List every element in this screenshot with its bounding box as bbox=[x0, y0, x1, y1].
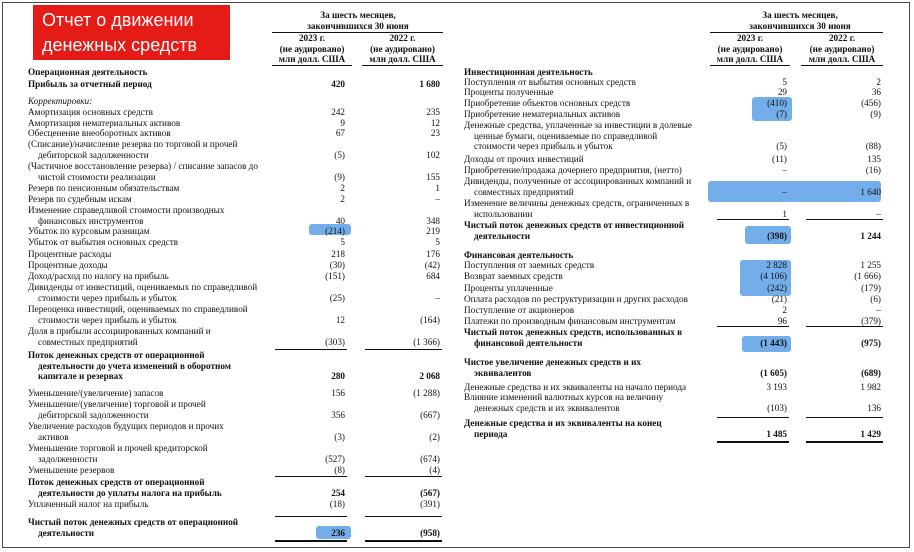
row-label bbox=[464, 87, 554, 98]
row-label-line: Чистое увеличение денежных средств и их bbox=[464, 357, 642, 367]
grand-total-rule bbox=[806, 441, 883, 443]
row-label bbox=[28, 517, 238, 538]
row-label-line: Финансовая деятельность bbox=[464, 250, 574, 260]
row-label-line: Уменьшение резервов bbox=[28, 465, 115, 475]
value-2023: (242) bbox=[767, 283, 787, 293]
value-2023: – bbox=[782, 165, 787, 175]
value-2023: 356 bbox=[331, 409, 345, 420]
col-year: 2022 г. bbox=[828, 33, 856, 43]
value-2022: – bbox=[435, 194, 440, 204]
row-label-line: Увеличение расходов будущих периодов и прочих bbox=[28, 421, 224, 431]
row-label-line: Уменьшение/(увеличение) торговой и прочей bbox=[28, 399, 206, 409]
row-label-line: Обесценение внеоборотных активов bbox=[28, 128, 171, 138]
grand-total-rule bbox=[275, 540, 347, 542]
row-label-line: денежных средств и их эквивалентов bbox=[474, 402, 620, 413]
row-label bbox=[28, 350, 231, 382]
row-label-line: Доля в прибыли ассоциированных компаний и bbox=[28, 326, 211, 336]
value-2023: 420 bbox=[331, 79, 345, 89]
value-2022: (1 366) bbox=[413, 336, 440, 347]
value-2022: (6) bbox=[870, 294, 881, 304]
value-2023: 156 bbox=[331, 388, 345, 398]
value-2023: 40 bbox=[335, 215, 345, 226]
row-label-line: Чистый поток денежных средств от инвестиционной bbox=[464, 220, 685, 230]
value-2022: (42) bbox=[424, 260, 440, 270]
row-label-line: (Списание)/начисление резерва по торговой и прочей bbox=[28, 139, 238, 149]
row-label-line: периода bbox=[474, 428, 508, 439]
row-label bbox=[28, 271, 169, 282]
value-2023: (5) bbox=[776, 141, 787, 151]
row-label bbox=[28, 183, 179, 194]
value-2023: (3) bbox=[334, 431, 345, 442]
value-2023: (9) bbox=[334, 171, 345, 182]
value-2023: (8) bbox=[334, 465, 345, 475]
row-label bbox=[464, 109, 620, 120]
row-label bbox=[464, 271, 563, 282]
row-label-line: дебиторской задолженности bbox=[38, 149, 149, 160]
row-label-line: Денежные средства и их эквиваленты на начало периода bbox=[464, 382, 687, 392]
total-rule bbox=[806, 417, 883, 418]
value-2023: 1 bbox=[782, 208, 787, 219]
row-label-line: Уменьшение/(увеличение) запасов bbox=[28, 388, 164, 398]
value-2022: 102 bbox=[426, 149, 440, 160]
highlight-dividends bbox=[708, 181, 881, 202]
row-label-line: дебиторской задолженности bbox=[38, 409, 149, 420]
value-2023: 5 bbox=[340, 237, 345, 247]
row-label-line: активов bbox=[38, 431, 69, 442]
value-2023: 29 bbox=[777, 87, 787, 97]
col-unit: млн долл. США bbox=[278, 54, 346, 64]
value-2022: (379) bbox=[861, 316, 881, 326]
value-2023: (398) bbox=[767, 230, 787, 241]
col-year: 2022 г. bbox=[389, 33, 416, 43]
value-2022: 1 bbox=[435, 183, 440, 193]
period-line-2: закончившихся 30 июня bbox=[307, 20, 409, 31]
row-label bbox=[28, 205, 224, 226]
row-label-line: Переоценка инвестиций, оцениваемых по справедливой bbox=[28, 304, 248, 314]
value-2022: (4) bbox=[429, 465, 440, 475]
value-2022: 2 bbox=[876, 77, 881, 87]
total-rule bbox=[365, 349, 442, 350]
value-2023: (151) bbox=[325, 271, 345, 281]
value-2022: 135 bbox=[867, 154, 881, 164]
left-period-header bbox=[278, 10, 438, 31]
total-rule bbox=[365, 476, 442, 477]
row-label bbox=[28, 79, 152, 90]
row-label-line: Процентные расходы bbox=[28, 249, 112, 259]
row-label-line: Поступления от заемных средств bbox=[464, 260, 595, 270]
value-2022: 235 bbox=[426, 107, 440, 117]
right-col-2023 bbox=[710, 33, 790, 66]
left-col-2023 bbox=[272, 33, 352, 66]
value-2023: 242 bbox=[331, 107, 345, 117]
value-2022: 219 bbox=[426, 226, 440, 236]
row-label bbox=[28, 399, 206, 420]
row-label bbox=[28, 194, 132, 205]
row-label-line: ценные бумаги, оцениваемые по справедливой bbox=[474, 130, 658, 141]
row-label bbox=[28, 226, 150, 237]
row-label bbox=[28, 139, 237, 160]
row-label bbox=[464, 165, 682, 176]
col-unit: млн долл. США bbox=[369, 54, 436, 64]
total-rule bbox=[806, 219, 883, 220]
row-label bbox=[464, 220, 684, 241]
value-2022: (975) bbox=[861, 337, 881, 348]
value-2022: (456) bbox=[861, 98, 881, 108]
value-2023: 5 bbox=[782, 77, 787, 87]
value-2023: 3 193 bbox=[766, 382, 787, 392]
row-label bbox=[28, 260, 108, 271]
row-label-line: Корректировки: bbox=[28, 96, 93, 106]
value-2023: 1 485 bbox=[766, 428, 787, 439]
total-rule bbox=[717, 326, 789, 327]
value-2022: 1 680 bbox=[419, 79, 440, 89]
row-label bbox=[28, 118, 180, 129]
value-2023: (21) bbox=[771, 294, 787, 304]
value-2022: – bbox=[876, 208, 881, 219]
period-line-2: закончившихся 30 июня bbox=[749, 20, 851, 31]
right-period-header bbox=[718, 10, 882, 31]
value-2022: (667) bbox=[420, 409, 440, 420]
row-label-line: Операционная деятельность bbox=[28, 67, 148, 77]
row-label bbox=[28, 465, 114, 476]
row-label-line: Изменение величины денежных средств, ограниченных в bbox=[464, 198, 690, 208]
value-2022: 5 bbox=[435, 237, 440, 247]
grand-total-rule bbox=[717, 441, 789, 443]
value-2022: (164) bbox=[420, 314, 440, 325]
value-2022: (958) bbox=[420, 527, 440, 538]
value-2023: 280 bbox=[331, 371, 345, 381]
row-label-line: Доход/расход по налогу на прибыль bbox=[28, 271, 169, 281]
row-label bbox=[464, 67, 593, 78]
row-label-line: Денежные средства, уплаченные за инвестиции в долевые bbox=[464, 120, 692, 130]
row-label bbox=[464, 176, 691, 197]
row-label bbox=[464, 418, 662, 439]
value-2022: (1 666) bbox=[854, 271, 881, 281]
value-2022: (9) bbox=[870, 109, 881, 119]
row-label-line: финансовой деятельности bbox=[474, 337, 583, 348]
row-label-line: Оплата расходов по реструктуризации и других расходов bbox=[464, 294, 688, 304]
period-line-1: За шесть месяцев, bbox=[762, 10, 838, 20]
row-label-line: Чистый поток денежных средств от операционной bbox=[28, 517, 239, 527]
row-label-line: Доходы от прочих инвестиций bbox=[464, 154, 584, 164]
row-label bbox=[28, 128, 171, 139]
value-2023: (11) bbox=[772, 154, 787, 164]
value-2023: (1 605) bbox=[760, 367, 787, 378]
row-label bbox=[464, 120, 692, 152]
row-label-line: Приобретение/продажа дочернего предприятия, (нетто) bbox=[464, 165, 682, 175]
value-2023: (214) bbox=[325, 226, 345, 236]
col-year: 2023 г. bbox=[736, 33, 764, 43]
value-2022: 1 982 bbox=[860, 382, 881, 392]
value-2023: 2 bbox=[340, 194, 345, 204]
row-label-line: Поток денежных средств от операционной bbox=[28, 477, 205, 487]
row-label-line: эквивалентов bbox=[474, 367, 532, 378]
value-2023: 12 bbox=[335, 314, 345, 325]
value-2023: 9 bbox=[340, 118, 345, 128]
value-2022: 36 bbox=[871, 87, 881, 97]
row-label-line: Приобретение нематериальных активов bbox=[464, 109, 621, 119]
row-label bbox=[464, 77, 636, 88]
row-label-line: Резерв по пенсионным обязательствам bbox=[28, 183, 180, 193]
row-label bbox=[464, 250, 573, 261]
row-label-line: Приобретение объектов основных средств bbox=[464, 98, 631, 108]
grand-total-rule bbox=[365, 540, 442, 542]
row-label-line: Дивиденды от инвестиций, оцениваемых по справедливой bbox=[28, 282, 258, 292]
row-label-line: стоимости через прибыль и убыток bbox=[38, 292, 177, 303]
row-label-line: Уменьшение торговой и прочей кредиторской bbox=[28, 443, 208, 453]
value-2022: 1 244 bbox=[860, 230, 881, 241]
row-label-line: Убыток по курсовым разницам bbox=[28, 226, 150, 236]
row-label-line: Влияние изменений валютных курсов на величину bbox=[464, 392, 664, 402]
row-label-line: Амортизация нематериальных активов bbox=[28, 118, 181, 128]
row-label-line: использовании bbox=[474, 208, 533, 219]
value-2023: 218 bbox=[331, 249, 345, 259]
value-2023: (7) bbox=[776, 109, 787, 119]
row-label-line: стоимости через прибыль и убыток bbox=[474, 141, 613, 151]
row-label bbox=[464, 316, 676, 327]
total-rule bbox=[275, 516, 347, 517]
row-label-line: капитале и резервах bbox=[38, 371, 123, 381]
row-label bbox=[464, 98, 630, 109]
row-label bbox=[464, 327, 682, 348]
row-label-line: Процентные доходы bbox=[28, 260, 108, 270]
row-label-line: Уплаченный налог на прибыль bbox=[28, 499, 149, 509]
row-label-line: (Частичное восстановление резерва) / списание запасов до bbox=[28, 161, 258, 171]
value-2023: (103) bbox=[767, 402, 787, 413]
row-label-line: Поступления от выбытия основных средств bbox=[464, 77, 637, 87]
row-label-line: деятельности bbox=[38, 527, 95, 538]
value-2023: 254 bbox=[331, 487, 345, 498]
row-label bbox=[28, 499, 149, 510]
value-2023: 2 bbox=[782, 305, 787, 315]
row-label-line: Убыток от выбытия основных средств bbox=[28, 237, 179, 247]
right-col-2022 bbox=[801, 33, 883, 66]
value-2023: (410) bbox=[767, 98, 787, 108]
row-label bbox=[28, 443, 208, 464]
row-label-line: чистой стоимости реализации bbox=[38, 171, 156, 182]
left-col-2022 bbox=[362, 33, 443, 66]
value-2023: (30) bbox=[329, 260, 345, 270]
row-label bbox=[464, 294, 688, 305]
row-label bbox=[28, 237, 178, 248]
row-label-line: деятельности до учета изменений в оборотном bbox=[38, 360, 231, 371]
value-2023: – bbox=[782, 186, 787, 197]
value-2023: 96 bbox=[777, 316, 787, 326]
row-label bbox=[28, 477, 222, 498]
value-2023: (5) bbox=[334, 149, 345, 160]
value-2022: 1 640 bbox=[860, 186, 881, 197]
row-label-line: Чистый поток денежных средств, использованных в bbox=[464, 327, 683, 337]
row-label-line: Возврат заемных средств bbox=[464, 271, 563, 281]
row-label bbox=[464, 283, 553, 294]
value-2022: – bbox=[876, 305, 881, 315]
row-label-line: Резерв по судебным искам bbox=[28, 194, 132, 204]
value-2023: (25) bbox=[329, 292, 345, 303]
row-label-line: Поступление от акционеров bbox=[464, 305, 575, 315]
row-label bbox=[28, 388, 163, 399]
col-year: 2023 г. bbox=[298, 33, 326, 43]
value-2022: 684 bbox=[426, 271, 440, 281]
col-note: (не аудировано) bbox=[279, 43, 345, 54]
value-2023: (1 443) bbox=[760, 337, 787, 348]
row-label bbox=[28, 304, 248, 325]
row-label-line: задолженности bbox=[38, 453, 98, 464]
row-label-line: Платежи по производным финансовым инструментам bbox=[464, 316, 676, 326]
col-note: (не аудировано) bbox=[370, 43, 435, 54]
value-2022: (2) bbox=[429, 431, 440, 442]
value-2022: 2 068 bbox=[419, 371, 440, 381]
row-label bbox=[28, 161, 258, 182]
total-rule bbox=[275, 349, 347, 350]
title-line-2: денежных средств bbox=[42, 35, 198, 55]
col-note: (не аудировано) bbox=[809, 43, 875, 54]
total-rule bbox=[365, 516, 442, 517]
row-label-line: стоимости через прибыль и убыток bbox=[38, 314, 177, 325]
row-label bbox=[464, 357, 641, 378]
value-2022: 176 bbox=[426, 249, 440, 259]
value-2023: (527) bbox=[325, 453, 345, 464]
value-2022: 1 255 bbox=[860, 260, 881, 270]
value-2023: (4 106) bbox=[760, 271, 787, 281]
row-label bbox=[464, 305, 574, 316]
value-2023: 2 828 bbox=[766, 260, 787, 270]
total-rule bbox=[717, 417, 789, 418]
row-label bbox=[28, 282, 257, 303]
value-2022: 136 bbox=[867, 402, 881, 413]
row-label bbox=[28, 326, 211, 347]
value-2022: (1 288) bbox=[413, 388, 440, 398]
row-label-line: деятельности bbox=[474, 230, 531, 241]
row-label-line: Поток денежных средств от операционной bbox=[28, 350, 205, 360]
value-2022: – bbox=[435, 292, 440, 303]
value-2022: 348 bbox=[426, 215, 440, 226]
value-2022: (179) bbox=[861, 283, 881, 293]
value-2022: 1 429 bbox=[860, 428, 881, 439]
row-label-line: Денежные средства и их эквиваленты на конец bbox=[464, 418, 662, 428]
row-label bbox=[464, 382, 686, 393]
row-label bbox=[28, 107, 153, 118]
row-label-line: Амортизация основных средств bbox=[28, 107, 153, 117]
value-2022: 155 bbox=[426, 171, 440, 182]
total-rule bbox=[806, 326, 883, 327]
value-2022: (674) bbox=[420, 453, 440, 464]
row-label-line: Дивиденды, полученные от ассоциированных компаний и bbox=[464, 176, 692, 186]
row-label-line: Проценты уплаченные bbox=[464, 283, 553, 293]
row-label bbox=[464, 392, 663, 413]
period-line-1: За шесть месяцев, bbox=[320, 10, 396, 20]
col-unit: млн долл. США bbox=[808, 54, 876, 64]
value-2023: 67 bbox=[335, 128, 345, 138]
row-label-line: Изменение справедливой стоимости производных bbox=[28, 205, 225, 215]
row-label bbox=[464, 198, 689, 219]
row-label-line: совместных предприятий bbox=[38, 336, 138, 347]
total-rule bbox=[275, 476, 347, 477]
row-label-line: деятельности до уплаты налога на прибыль bbox=[38, 487, 222, 498]
row-label bbox=[28, 96, 92, 107]
row-label bbox=[28, 67, 148, 78]
value-2022: (88) bbox=[865, 141, 881, 151]
total-rule bbox=[717, 219, 789, 220]
row-label-line: совместных предприятий bbox=[474, 186, 574, 197]
row-label-line: Проценты полученные bbox=[464, 87, 554, 97]
value-2023: 236 bbox=[331, 527, 345, 538]
row-label bbox=[464, 154, 584, 165]
value-2022: 23 bbox=[430, 128, 440, 138]
col-note: (не аудировано) bbox=[717, 43, 783, 54]
col-unit: млн долл. США bbox=[716, 54, 784, 64]
value-2023: (18) bbox=[329, 499, 345, 509]
value-2022: 12 bbox=[430, 118, 440, 128]
value-2022: (689) bbox=[861, 367, 881, 378]
row-label bbox=[28, 249, 111, 260]
title-line-1: Отчет о движении bbox=[42, 10, 194, 30]
row-label bbox=[28, 421, 224, 442]
slide-title bbox=[33, 5, 230, 60]
value-2023: 2 bbox=[340, 183, 345, 193]
row-label bbox=[464, 260, 594, 271]
row-label-line: Прибыль за отчетный период bbox=[28, 79, 152, 89]
value-2023: (303) bbox=[325, 336, 345, 347]
row-label-line: финансовых инструментов bbox=[38, 215, 144, 226]
row-label-line: Инвестиционная деятельность bbox=[464, 67, 593, 77]
value-2022: (567) bbox=[420, 487, 440, 498]
value-2022: (16) bbox=[865, 165, 881, 175]
value-2022: (391) bbox=[420, 499, 440, 509]
